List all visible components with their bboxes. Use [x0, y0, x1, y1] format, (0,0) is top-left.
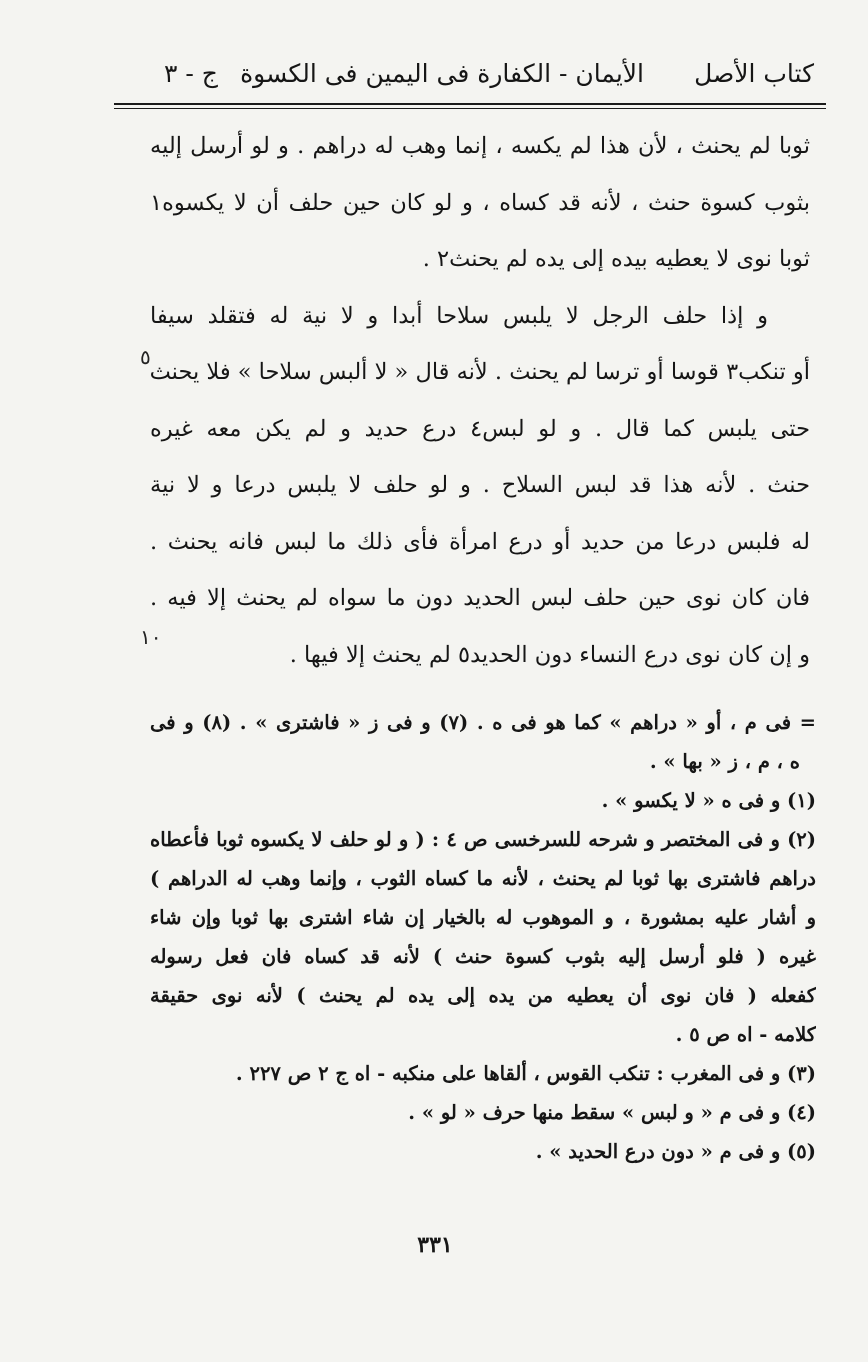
running-header	[134, 50, 814, 98]
footnote-line: (٣) و فى المغرب : تنكب القوس ، ألقاها على منكبه - اه ج ٢ ص ٢٢٧ .	[235, 1062, 816, 1085]
text-line: ثوبا لم يحنث ، لأن هذا لم يكسه ، إنما وهب له دراهم . و لو أرسل إليه	[150, 133, 810, 159]
footnote-line: دراهم فاشترى بها ثوبا لم يحنث ، لأنه ما كساه الثوب ، وإنما وهب له الدراهم )	[150, 867, 816, 890]
main-text	[150, 118, 810, 683]
text-line: له فلبس درعا من حديد أو درع امرأة فأى ذلك ما لبس فانه يحنث .	[150, 528, 810, 555]
header-chapter-topic: الأيمان - الكفارة فى اليمين فى الكسوة	[240, 59, 644, 88]
text-line: حنث . لأنه هذا قد لبس السلاح . و لو حلف لا يلبس درعا و لا نية	[150, 472, 810, 498]
margin-line-number-10: ١٠	[140, 625, 162, 649]
footnote-line: = فى م ، أو « دراهم » كما هو فى ه . (٧) و فى ز « فاشترى » . (٨) و فى	[150, 711, 816, 734]
header-rule-thick	[114, 103, 826, 105]
header-volume: ج - ٣	[164, 59, 218, 88]
margin-line-number-5: ٥	[140, 345, 151, 369]
footnotes	[150, 703, 816, 1171]
footnote-line: كفعله ( فان نوى أن يعطيه من يده إلى يده لم يحنث ) لأنه نوى حقيقة	[150, 984, 816, 1007]
text-line: أو تنكب٣ قوسا أو ترسا لم يحنث . لأنه قال « لا ألبس سلاحا » فلا يحنث	[150, 359, 810, 385]
footnote-line: (٤) و فى م « و لبس » سقط منها حرف « لو » .	[408, 1101, 816, 1124]
footnote-line: كلامه - اه ص ٥ .	[675, 1023, 816, 1046]
footnote-line: (١) و فى ه « لا يكسو » .	[601, 789, 816, 812]
footnote-line: ه ، م ، ز « بها » .	[649, 750, 800, 773]
text-line: ثوبا نوى لا يعطيه بيده إلى يده لم يحنث٢ .	[422, 246, 810, 272]
page-number: ٣٣١	[417, 1232, 453, 1258]
text-line: حتى يلبس كما قال . و لو لبس٤ درع حديد و لم يكن معه غيره	[150, 415, 810, 442]
header-book-title: كتاب الأصل	[694, 59, 814, 88]
footnote-line: (٢) و فى المختصر و شرحه للسرخسى ص ٤ : ( و لو حلف لا يكسوه ثوبا فأعطاه	[150, 828, 816, 851]
text-line: و إن كان نوى درع النساء دون الحديد٥ لم يحنث إلا فيها .	[289, 641, 810, 668]
footnote-line: غيره ( فلو أرسل إليه بثوب كسوة حنث ) لأنه قد كساه فان فعل رسوله	[150, 945, 816, 968]
footnote-line: و أشار عليه بمشورة ، و الموهوب له بالخيار إن شاء اشترى بها ثوبا وإن شاء	[150, 906, 816, 929]
header-rule-thin	[114, 108, 826, 109]
text-line: و إذا حلف الرجل لا يلبس سلاحا أبدا و لا نية له فتقلد سيفا	[150, 302, 768, 329]
footnote-line: (٥) و فى م « دون درع الحديد » .	[535, 1140, 816, 1163]
text-line: فان كان نوى حين حلف لبس الحديد دون ما سواه لم يحنث إلا فيه .	[150, 585, 810, 611]
text-line: بثوب كسوة حنث ، لأنه قد كساه ، و لو كان حين حلف أن لا يكسوه١	[150, 189, 810, 216]
